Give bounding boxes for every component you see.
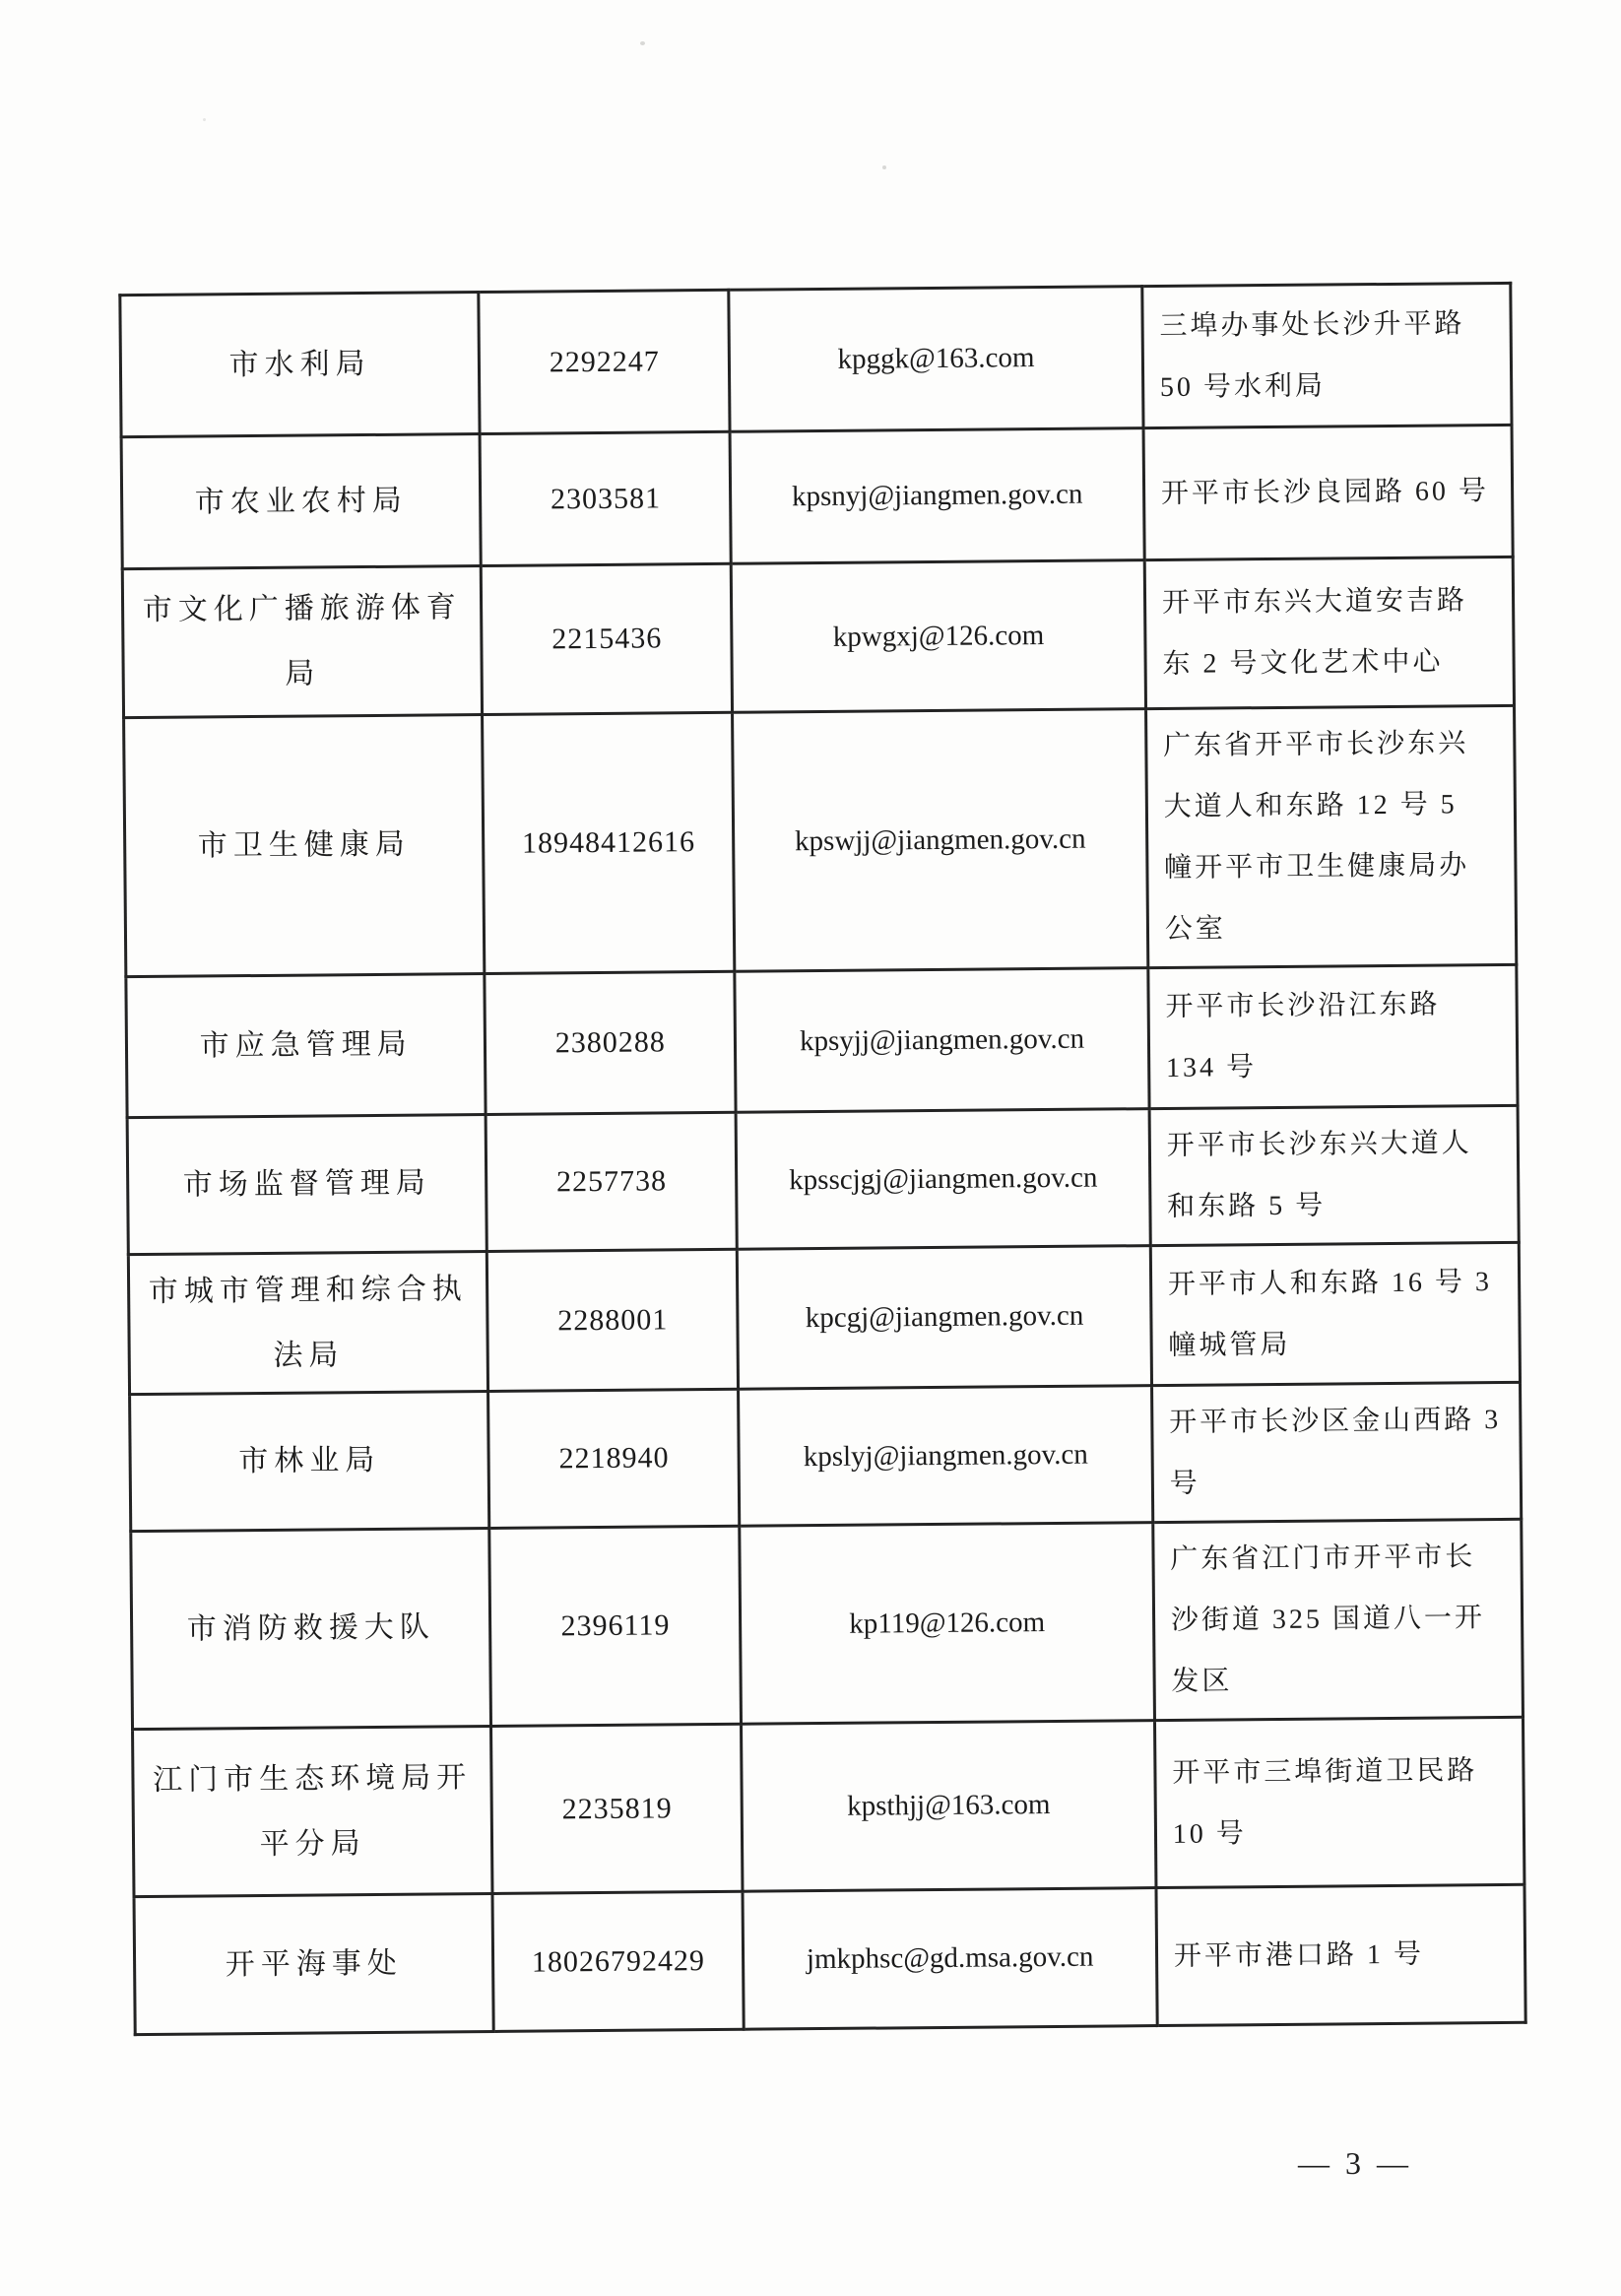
table-row [121,425,1513,568]
address-cell: 开平市三埠街道卫民路 10 号 [1154,1717,1524,1887]
table-row [134,1884,1525,2034]
department-cell: 市城市管理和综合执法局 [128,1251,488,1394]
email-cell: kp119@126.com [740,1523,1154,1725]
address-cell: 开平市长沙沿江东路 134 号 [1148,964,1518,1108]
department-cell: 市水利局 [120,293,481,437]
email-cell: kpcgj@jiangmen.gov.cn [738,1246,1152,1390]
address-cell: 开平市港口路 1 号 [1156,1884,1525,2025]
email-cell: kpsnyj@jiangmen.gov.cn [730,428,1144,564]
address-cell: 开平市东兴大道安吉路东 2 号文化艺术中心 [1144,557,1515,708]
phone-cell: 18948412616 [483,712,735,973]
address-cell: 开平市人和东路 16 号 3 幢城管局 [1150,1242,1520,1385]
address-cell: 开平市长沙良园路 60 号 [1143,425,1513,559]
table-row [130,1382,1522,1531]
phone-cell: 2235819 [491,1724,744,1893]
scan-speck [203,118,206,121]
table-row [126,964,1518,1117]
phone-cell: 2380288 [485,971,736,1114]
table-row [122,557,1514,717]
phone-cell: 2218940 [488,1389,740,1528]
email-cell: kpslyj@jiangmen.gov.cn [739,1386,1153,1527]
phone-cell: 18026792429 [492,1891,744,2031]
email-cell: kpswjj@jiangmen.gov.cn [733,709,1148,972]
email-cell: kpggk@163.com [729,287,1143,432]
phone-cell: 2292247 [479,290,730,433]
page-number: — 3 — [1298,2145,1412,2181]
email-cell: kpsthjj@163.com [742,1721,1156,1892]
table-row [127,1105,1519,1254]
email-cell: kpwgxj@126.com [732,560,1146,713]
table-row [131,1519,1524,1729]
department-cell: 市应急管理局 [126,973,486,1117]
phone-cell: 2303581 [480,431,731,565]
department-cell: 市林业局 [130,1391,489,1531]
contact-table [118,282,1526,2036]
address-cell: 三埠办事处长沙升平路 50 号水利局 [1142,283,1512,427]
email-cell: jmkphsc@gd.msa.gov.cn [743,1888,1157,2030]
scan-speck [882,165,886,169]
department-cell: 江门市生态环境局开平分局 [133,1726,493,1896]
address-cell: 广东省开平市长沙东兴大道人和东路 12 号 5 幢开平市卫生健康局办公室 [1145,705,1516,967]
department-cell: 市场监督管理局 [127,1114,486,1254]
department-cell: 市消防救援大队 [131,1528,491,1729]
phone-cell: 2396119 [489,1526,742,1726]
table-row [128,1242,1520,1394]
department-cell: 市卫生健康局 [124,714,486,976]
phone-cell: 2215436 [482,563,733,714]
table-row [124,705,1517,976]
address-cell: 广东省江门市开平市长沙街道 325 国道八一开发区 [1153,1519,1524,1720]
address-cell: 开平市长沙东兴大道人和东路 5 号 [1149,1105,1519,1245]
table-row [133,1717,1524,1896]
scan-speck [640,41,645,45]
table-row [120,283,1512,436]
department-cell: 市文化广播旅游体育局 [122,566,483,718]
phone-cell: 2257738 [486,1112,737,1251]
phone-cell: 2288001 [487,1249,739,1391]
email-cell: kpsscjgj@jiangmen.gov.cn [737,1109,1151,1250]
department-cell: 市农业农村局 [121,434,481,569]
email-cell: kpsyjj@jiangmen.gov.cn [735,968,1149,1113]
address-cell: 开平市长沙区金山西路 3 号 [1151,1382,1521,1522]
department-cell: 开平海事处 [134,1893,493,2034]
